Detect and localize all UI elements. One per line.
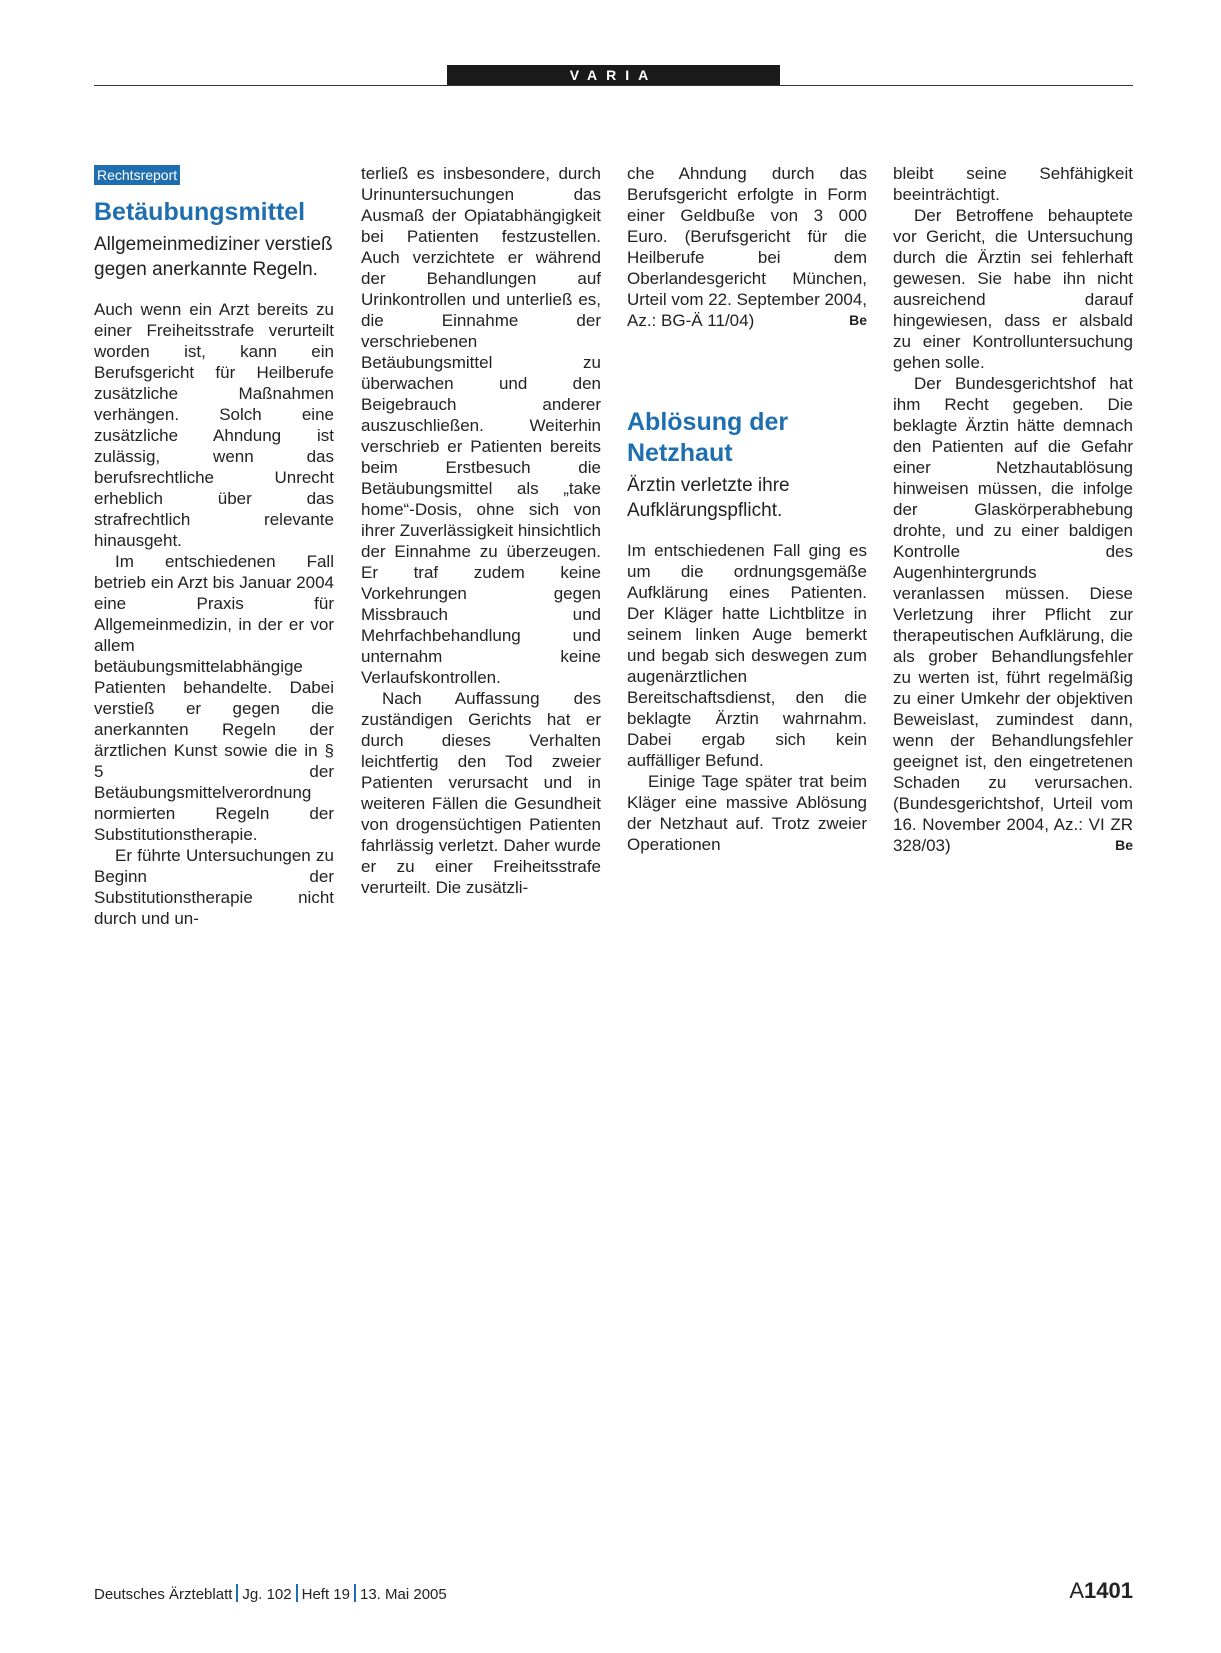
rubric-badge: Rechtsreport	[94, 165, 180, 185]
column-3	[627, 163, 867, 855]
footer	[94, 1584, 447, 1603]
footer-separator	[236, 1584, 238, 1602]
article2-paragraph	[893, 373, 1133, 856]
article1-closing-text: che Ahndung durch das Berufsgericht erfolgte in Form einer Geldbuße von 3 000 Euro. (Berufsgericht für die Heilberufe bei dem Oberlandesgericht München, Urteil vom 22. September 2004, Az.: BG-Ä 11/04)	[627, 164, 868, 330]
journal-issue: Heft 19	[301, 1586, 350, 1603]
article1-signature: Be	[849, 312, 867, 328]
article1-title: Betäubungsmittel	[94, 198, 306, 226]
column-1	[94, 163, 334, 929]
journal-volume: Jg. 102	[242, 1586, 292, 1603]
article2-title: Ablösung der Netzhaut	[627, 408, 789, 467]
page-number	[1069, 1578, 1133, 1604]
section-spacer	[627, 331, 867, 395]
section-header: VARIA	[447, 65, 780, 85]
header-rule	[94, 85, 1133, 86]
article1-paragraph: Auch wenn ein Arzt bereits zu einer Freiheitsstrafe verurteilt worden ist, kann ein Berufsgericht für Heilberufe zusätzliche Maßnahmen verhängen. Solch eine zusätzliche Ahndung ist zulässig, wenn das berufsrechtliche Unrecht erheblich über das strafrechtlich relevante hinausgeht.	[94, 300, 334, 550]
journal-name: Deutsches Ärzteblatt	[94, 1586, 233, 1603]
article1-paragraph: Nach Auffassung des zuständigen Gerichts hat er durch dieses Verhalten leichtfertig den Tod zweier Patienten verursacht und in weiteren Fällen die Gesundheit von drogensüchtigen Patienten fahrlässig verletzt. Daher wurde er zu einer Freiheitsstrafe verurteilt. Die zusätzli-	[361, 689, 601, 897]
page-prefix: A	[1069, 1578, 1085, 1603]
footer-separator	[354, 1584, 356, 1602]
article2-paragraph: Einige Tage später trat beim Kläger eine massive Ablösung der Netzhaut auf. Trotz zweier Operationen	[627, 772, 867, 854]
article1-subtitle: Allgemeinmediziner verstieß gegen anerkannte Regeln.	[94, 234, 333, 280]
article2-paragraph: Der Betroffene behauptete vor Gericht, die Untersuchung durch die Ärztin sei fehlerhaft gewesen. Sie habe ihn nicht ausreichend darauf hingewiesen, dass er alsbald zu einer Kontrolluntersuchung gehen solle.	[893, 206, 1133, 372]
article1-paragraph: Er führte Untersuchungen zu Beginn der Substitutionstherapie nicht durch und un-	[94, 846, 334, 928]
article2-paragraph: bleibt seine Sehfähigkeit beeinträchtigt.	[893, 164, 1133, 204]
column-2	[361, 163, 601, 898]
article1-paragraph: Im entschiedenen Fall betrieb ein Arzt bis Januar 2004 eine Praxis für Allgemeinmedizin, in der er vor allem betäubungsmittelabhängige Patienten behandelte. Dabei verstieß er gegen die anerkannten Regeln der ärztlichen Kunst sowie die in § 5 der Betäubungsmittelverordnung normierten Regeln der Substitutionstherapie.	[94, 552, 334, 844]
article2-signature: Be	[1115, 837, 1133, 853]
article1-paragraph: terließ es insbesondere, durch Urinuntersuchungen das Ausmaß der Opiatabhängigkeit bei Patienten festzustellen. Auch verzichtete er während der Behandlungen auf Urinkontrollen und unterließ es, die Einnahme der verschriebenen Betäubungsmittel zu überwachen und den Beigebrauch anderer auszuschließen. Weiterhin verschrieb er Patienten bereits beim Erstbesuch die Betäubungsmittel als „take home“-Dosis, ohne sich von ihrer Zuverlässigkeit hinsichtlich der Einnahme zu überzeugen. Er traf zudem keine Vorkehrungen gegen Missbrauch und Mehrfachbehandlung und unternahm keine Verlaufskontrollen.	[361, 164, 601, 687]
page-number-value: 1401	[1084, 1578, 1133, 1603]
article2-paragraph: Im entschiedenen Fall ging es um die ordnungsgemäße Aufklärung eines Patienten. Der Kläger hatte Lichtblitze in seinem linken Auge bemerkt und begab sich deswegen zum augenärztlichen Bereitschaftsdienst, den die beklagte Ärztin wahrnahm. Dabei ergab sich kein auffälliger Befund.	[627, 541, 867, 770]
column-4	[893, 163, 1133, 856]
journal-date: 13. Mai 2005	[360, 1586, 447, 1603]
article1-paragraph	[627, 163, 867, 331]
article2-closing-text: Der Bundesgerichtshof hat ihm Recht gegeben. Die beklagte Ärztin hätte demnach den Patienten auf die Gefahr einer Netzhautablösung hinweisen müssen, die infolge der Glaskörperabhebung drohte, und zu einer baldigen Kontrolle des Augenhintergrunds veranlassen müssen. Diese Verletzung ihrer Pflicht zur therapeutischen Aufklärung, die als grober Behandlungsfehler zu werten ist, führt regelmäßig zu einer Umkehr der objektiven Beweislast, zumindest dann, wenn der Behandlungsfehler geeignet ist, den eingetretenen Schaden zu verursachen. (Bundesgerichtshof, Urteil vom 16. November 2004, Az.: VI ZR 328/03)	[893, 374, 1133, 855]
footer-separator	[296, 1584, 298, 1602]
article2-subtitle: Ärztin verletzte ihre Aufklärungspflicht.	[627, 475, 790, 521]
